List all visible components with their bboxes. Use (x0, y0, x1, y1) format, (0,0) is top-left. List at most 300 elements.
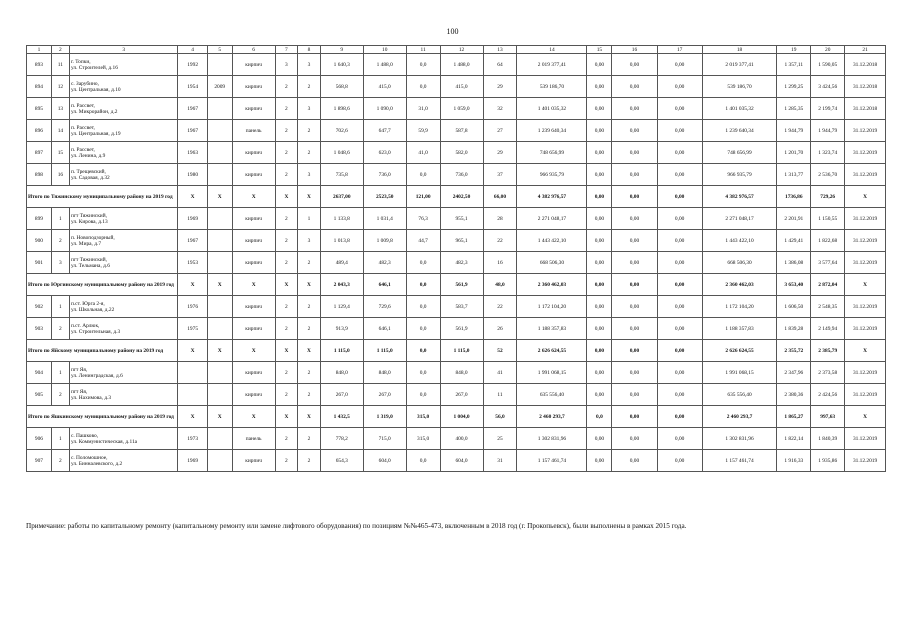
header-cell: 21 (845, 46, 886, 54)
table-cell: 2 385,79 (811, 340, 845, 362)
address-cell: п. Новоподзорный, ул. Мира, д.7 (69, 230, 178, 252)
header-cell: 7 (275, 46, 298, 54)
table-cell: 1 (298, 208, 321, 230)
table-cell: 0,00 (587, 384, 612, 406)
table-cell (207, 54, 232, 76)
table-cell: 1 443 422,10 (702, 230, 777, 252)
table-cell: 1 822,14 (777, 428, 811, 450)
table-cell: кирпич (232, 450, 275, 472)
table-cell: 736,0 (363, 164, 406, 186)
table-cell: 895 (27, 98, 52, 120)
table-cell: 3 (51, 252, 69, 274)
table-cell: 0,0 (587, 406, 612, 428)
header-cell: 9 (320, 46, 363, 54)
table-cell (207, 318, 232, 340)
table-cell: 906 (27, 428, 52, 450)
table-cell: 1 115,0 (363, 340, 406, 362)
column-number-header (27, 46, 886, 54)
table-cell: 0,00 (612, 98, 657, 120)
table-cell: 16 (51, 164, 69, 186)
table-cell: 2 019 377,41 (517, 54, 587, 76)
table-cell: 0,00 (587, 362, 612, 384)
table-cell: 2 626 624,55 (517, 340, 587, 362)
table-cell: 1 401 035,32 (517, 98, 587, 120)
table-cell: X (845, 340, 886, 362)
table-cell: 1 090,0 (363, 98, 406, 120)
table-cell: X (845, 186, 886, 208)
address-cell: с. Поломошное, ул. Бинналевского, д.2 (69, 450, 178, 472)
table-cell: 646,1 (363, 318, 406, 340)
table-cell: 1 357,11 (777, 54, 811, 76)
table-cell: 913,9 (320, 318, 363, 340)
table-cell: 966 935,79 (702, 164, 777, 186)
table-cell: 1967 (178, 98, 207, 120)
table-cell: 0,00 (587, 186, 612, 208)
table-cell: 2 149,94 (811, 318, 845, 340)
table-cell: 2 548,35 (811, 296, 845, 318)
table-cell: 415,0 (363, 76, 406, 98)
table-cell: 2 380,36 (777, 384, 811, 406)
table-row (27, 450, 886, 472)
table-cell: 2 (275, 120, 298, 142)
table-cell: 2 (275, 76, 298, 98)
table-cell: 539 186,70 (702, 76, 777, 98)
table-cell: 1 323,74 (811, 142, 845, 164)
address-cell: п. Рассвет, ул. Микрорайон, д.2 (69, 98, 178, 120)
table-cell: 1 991 068,15 (517, 362, 587, 384)
table-cell: 26 (483, 318, 517, 340)
table-cell: 0,00 (587, 230, 612, 252)
table-cell: 0,00 (587, 428, 612, 450)
table-cell: 3 (298, 164, 321, 186)
table-cell: 0,00 (657, 120, 702, 142)
table-cell: 907 (27, 450, 52, 472)
table-cell: X (178, 406, 207, 428)
table-cell: 415,0 (440, 76, 483, 98)
table-cell: 1 944,79 (811, 120, 845, 142)
table-cell: 3 577,64 (811, 252, 845, 274)
table-cell: 2 (275, 142, 298, 164)
table-cell: 1967 (178, 120, 207, 142)
table-cell: 604,0 (440, 450, 483, 472)
table-cell: 1 239 640,34 (702, 120, 777, 142)
table-cell: 64 (483, 54, 517, 76)
table-cell: 1 150,55 (811, 208, 845, 230)
table-cell: 2 (275, 384, 298, 406)
table-cell: 646,1 (363, 274, 406, 296)
table-cell: 1980 (178, 164, 207, 186)
table-cell: 1 115,0 (320, 340, 363, 362)
table-row (27, 296, 886, 318)
table-cell: 0,0 (406, 252, 440, 274)
table-cell: 31.12.2018 (845, 76, 886, 98)
table-cell: кирпич (232, 208, 275, 230)
table-cell: 1 157 461,74 (702, 450, 777, 472)
address-cell: г. Топки, ул. Строителей, д.16 (69, 54, 178, 76)
table-cell: 583,7 (440, 296, 483, 318)
table-cell: 1969 (178, 208, 207, 230)
table-cell: 778,2 (320, 428, 363, 450)
table-cell: 31,0 (406, 98, 440, 120)
table-cell: 748 656,99 (702, 142, 777, 164)
table-cell: 905 (27, 384, 52, 406)
table-cell: 1 840,39 (811, 428, 845, 450)
table-cell (207, 450, 232, 472)
table-cell: 1 133,8 (320, 208, 363, 230)
table-cell: 2 872,04 (811, 274, 845, 296)
table-cell: 1 188 357,83 (702, 318, 777, 340)
table-cell: 25 (483, 428, 517, 450)
table-cell: 2 (275, 230, 298, 252)
table-cell: 1 302 831,96 (702, 428, 777, 450)
table-cell: 4 382 976,57 (517, 186, 587, 208)
table-cell: 896 (27, 120, 52, 142)
table-cell: 0,00 (657, 318, 702, 340)
table-cell: 2 (298, 142, 321, 164)
table-cell: 0,00 (657, 230, 702, 252)
table-cell: 900 (27, 230, 52, 252)
table-cell (207, 142, 232, 164)
table-cell: 0,00 (657, 142, 702, 164)
table-cell: кирпич (232, 98, 275, 120)
table-cell: кирпич (232, 384, 275, 406)
table-cell: 4 382 976,57 (702, 186, 777, 208)
table-cell: 1953 (178, 252, 207, 274)
table-cell: 56,0 (483, 406, 517, 428)
table-cell (207, 230, 232, 252)
table-cell: 2 (298, 296, 321, 318)
table-cell: 0,0 (406, 296, 440, 318)
table-cell: 1 839,28 (777, 318, 811, 340)
table-cell: 1976 (178, 296, 207, 318)
header-cell: 11 (406, 46, 440, 54)
table-cell: 0,00 (612, 230, 657, 252)
table-cell: 0,0 (406, 340, 440, 362)
table-cell (178, 384, 207, 406)
table-cell: 0,00 (657, 362, 702, 384)
table-cell: 0,00 (612, 76, 657, 98)
table-cell: 0,00 (612, 340, 657, 362)
table-cell: 2 (275, 318, 298, 340)
table-cell: 0,00 (587, 164, 612, 186)
table-cell: 22 (483, 230, 517, 252)
table-cell: 52 (483, 340, 517, 362)
table-cell: 2 (51, 450, 69, 472)
table-cell: 1 590,05 (811, 54, 845, 76)
table-cell: 561,9 (440, 318, 483, 340)
header-cell: 20 (811, 46, 845, 54)
table-row (27, 208, 886, 230)
table-cell: 2 (275, 450, 298, 472)
table-cell: 0,00 (612, 120, 657, 142)
table-cell (207, 296, 232, 318)
table-cell: 31.12.2019 (845, 252, 886, 274)
address-cell: п. Трещевский, ул. Садовая, д.32 (69, 164, 178, 186)
table-cell: кирпич (232, 164, 275, 186)
table-cell: 44,7 (406, 230, 440, 252)
table-cell: 0,00 (587, 208, 612, 230)
table-cell: 41,0 (406, 142, 440, 164)
table-cell: X (232, 186, 275, 208)
table-cell: 2 (298, 428, 321, 450)
table-cell: 31 (483, 450, 517, 472)
table-cell: 1 991 068,15 (702, 362, 777, 384)
table-cell: 2 536,70 (811, 164, 845, 186)
table-cell: X (232, 274, 275, 296)
table-cell: 0,00 (657, 252, 702, 274)
table-row (27, 54, 886, 76)
table-cell: X (178, 186, 207, 208)
table-cell: 0,00 (657, 450, 702, 472)
table-cell: 0,00 (612, 208, 657, 230)
header-cell: 17 (657, 46, 702, 54)
table-cell: 2 (298, 252, 321, 274)
header-cell: 6 (232, 46, 275, 54)
table-cell: 28 (483, 208, 517, 230)
address-cell: пгт Тяжинский, ул. Кирова, д.13 (69, 208, 178, 230)
table-cell: 966 935,79 (517, 164, 587, 186)
table-cell: 2009 (207, 76, 232, 98)
table-cell: 1 239 640,34 (517, 120, 587, 142)
table-cell: 0,0 (406, 384, 440, 406)
table-cell: 997,63 (811, 406, 845, 428)
table-cell: 1 488,0 (363, 54, 406, 76)
address-cell: п. Рассвет, ул. Центральная, д.19 (69, 120, 178, 142)
table-cell: 2 (298, 318, 321, 340)
table-cell: 0,00 (657, 296, 702, 318)
table-cell: 1 013,8 (320, 230, 363, 252)
table-cell: 48,0 (483, 274, 517, 296)
table-cell: 654,3 (320, 450, 363, 472)
table-cell: 400,0 (440, 428, 483, 450)
table-cell: X (207, 186, 232, 208)
total-label: Итого по Тяжинскому муниципальному району на 2019 год (27, 186, 178, 208)
table-cell: 0,00 (657, 164, 702, 186)
table-cell: 2 199,74 (811, 98, 845, 120)
table-cell: 604,0 (363, 450, 406, 472)
table-cell: 897 (27, 142, 52, 164)
table-cell: 2 373,58 (811, 362, 845, 384)
table-row (27, 362, 886, 384)
table-cell: 1 (51, 428, 69, 450)
table-cell: кирпич (232, 142, 275, 164)
table-cell: 121,00 (406, 186, 440, 208)
header-cell: 13 (483, 46, 517, 54)
table-cell: 15 (51, 142, 69, 164)
table-cell: 0,00 (612, 450, 657, 472)
address-cell: с. Зарубино, ул. Центральная, д.10 (69, 76, 178, 98)
table-cell: 2 (51, 318, 69, 340)
table-cell: X (298, 406, 321, 428)
table-cell: 482,3 (440, 252, 483, 274)
table-cell (178, 362, 207, 384)
table-row (27, 384, 886, 406)
table-cell: 0,0 (406, 362, 440, 384)
table-cell: 11 (483, 384, 517, 406)
table-cell: 0,00 (657, 384, 702, 406)
table-cell: 3 (298, 230, 321, 252)
table-cell: X (207, 406, 232, 428)
table-cell: 2 043,3 (320, 274, 363, 296)
table-cell: 31.12.2019 (845, 164, 886, 186)
table-cell: 0,0 (406, 274, 440, 296)
table-cell: 76,3 (406, 208, 440, 230)
table-cell: 1 285,35 (777, 98, 811, 120)
total-label: Итого по Яйскому муниципальному району на 2019 год (27, 340, 178, 362)
table-cell (207, 98, 232, 120)
table-cell: 0,00 (587, 76, 612, 98)
table-cell: 1 916,33 (777, 450, 811, 472)
table-cell: 0,00 (587, 54, 612, 76)
table-row (27, 76, 886, 98)
table-cell: панель (232, 120, 275, 142)
table-cell: 902 (27, 296, 52, 318)
table-row (27, 164, 886, 186)
table-cell: 647,7 (363, 120, 406, 142)
table-cell: 1 129,4 (320, 296, 363, 318)
table-cell: 16 (483, 252, 517, 274)
table-cell: 315,0 (406, 428, 440, 450)
table-cell: 1 004,0 (440, 406, 483, 428)
table-cell: 1 488,0 (440, 54, 483, 76)
table-cell: 2 (275, 296, 298, 318)
table-cell: 901 (27, 252, 52, 274)
table-cell: 0,0 (406, 76, 440, 98)
table-cell: 2 (298, 450, 321, 472)
table-cell: 1 031,4 (363, 208, 406, 230)
table-cell: 1 386,08 (777, 252, 811, 274)
table-cell: 1 172 104,20 (702, 296, 777, 318)
header-cell: 8 (298, 46, 321, 54)
table-cell: X (178, 340, 207, 362)
table-cell: 1 048,6 (320, 142, 363, 164)
table-cell: 0,00 (587, 142, 612, 164)
header-cell: 4 (178, 46, 207, 54)
table-cell: 31.12.2019 (845, 208, 886, 230)
table-cell: 1 (51, 208, 69, 230)
table-cell: X (275, 340, 298, 362)
table-cell: 31.12.2019 (845, 120, 886, 142)
table-cell: X (232, 406, 275, 428)
table-cell: 0,00 (657, 406, 702, 428)
table-cell: 0,00 (612, 252, 657, 274)
table-cell: 2 360 462,03 (517, 274, 587, 296)
table-cell: 66,00 (483, 186, 517, 208)
table-cell: 1973 (178, 428, 207, 450)
table-cell: X (298, 340, 321, 362)
table-cell: 3 653,40 (777, 274, 811, 296)
table-cell: 0,00 (657, 340, 702, 362)
table-cell: 11 (51, 54, 69, 76)
table-cell: 2402,50 (440, 186, 483, 208)
table-cell: 3 424,56 (811, 76, 845, 98)
table-cell: 1992 (178, 54, 207, 76)
table-cell: X (232, 340, 275, 362)
table-cell: 539 186,70 (517, 76, 587, 98)
table-cell: 668 506,30 (702, 252, 777, 274)
table-cell: 31.12.2019 (845, 384, 886, 406)
table-cell: 1 201,70 (777, 142, 811, 164)
table-cell: 29 (483, 142, 517, 164)
table-cell: 1975 (178, 318, 207, 340)
address-cell: п. Рассвет, ул. Ленина, д.9 (69, 142, 178, 164)
table-cell: 0,0 (406, 318, 440, 340)
table-cell: 735,8 (320, 164, 363, 186)
table-cell: 848,0 (320, 362, 363, 384)
table-cell: 1 302 831,96 (517, 428, 587, 450)
table-cell: 1 401 035,32 (702, 98, 777, 120)
table-cell: 894 (27, 76, 52, 98)
table-cell: 489,4 (320, 252, 363, 274)
table-cell: 2 271 048,17 (702, 208, 777, 230)
table-cell: 0,00 (612, 384, 657, 406)
table-cell: 0,00 (657, 76, 702, 98)
header-cell: 1 (27, 46, 52, 54)
table-cell: 0,00 (612, 406, 657, 428)
table-cell: 2 (298, 120, 321, 142)
table-cell: 0,00 (657, 208, 702, 230)
table-cell: 904 (27, 362, 52, 384)
table-cell: 0,00 (657, 98, 702, 120)
table-cell: 0,00 (657, 274, 702, 296)
address-cell: с. Пашково, ул. Коммунистическая, д.11а (69, 428, 178, 450)
table-cell: 1 443 422,10 (517, 230, 587, 252)
table-cell: 1 188 357,83 (517, 318, 587, 340)
table-cell: 1 606,50 (777, 296, 811, 318)
header-cell: 5 (207, 46, 232, 54)
table-cell: X (298, 274, 321, 296)
table-cell: 41 (483, 362, 517, 384)
table-cell: 1 115,0 (440, 340, 483, 362)
table-cell: 3 (298, 98, 321, 120)
header-cell: 14 (517, 46, 587, 54)
table-cell: 2 626 624,55 (702, 340, 777, 362)
table-cell: 31.12.2019 (845, 230, 886, 252)
table-cell: 623,0 (363, 142, 406, 164)
table-row (27, 142, 886, 164)
table-cell: 1 319,0 (363, 406, 406, 428)
table-cell: 1 944,79 (777, 120, 811, 142)
table-row (27, 318, 886, 340)
table-cell: 1 313,77 (777, 164, 811, 186)
table-cell (207, 252, 232, 274)
header-cell: 12 (440, 46, 483, 54)
table-row (27, 428, 886, 450)
table-cell: 2 (298, 76, 321, 98)
table-cell: 965,1 (440, 230, 483, 252)
table-row (27, 252, 886, 274)
table-cell: X (845, 274, 886, 296)
table-cell: 2 (51, 384, 69, 406)
table-cell: 31.12.2018 (845, 98, 886, 120)
table-cell: панель (232, 428, 275, 450)
table-cell: 0,00 (612, 274, 657, 296)
table-cell: 848,0 (440, 362, 483, 384)
table-cell: 898 (27, 164, 52, 186)
table-cell: X (207, 274, 232, 296)
table-cell: 1 432,5 (320, 406, 363, 428)
table-cell: 1 822,68 (811, 230, 845, 252)
header-cell: 18 (702, 46, 777, 54)
table-cell: 2 019 377,41 (702, 54, 777, 76)
header-cell: 15 (587, 46, 612, 54)
table-cell: 0,00 (587, 274, 612, 296)
table-cell: 0,00 (612, 318, 657, 340)
table-cell: 1969 (178, 450, 207, 472)
table-cell: 3 (275, 54, 298, 76)
table-cell: 1 157 461,74 (517, 450, 587, 472)
table-cell (207, 384, 232, 406)
